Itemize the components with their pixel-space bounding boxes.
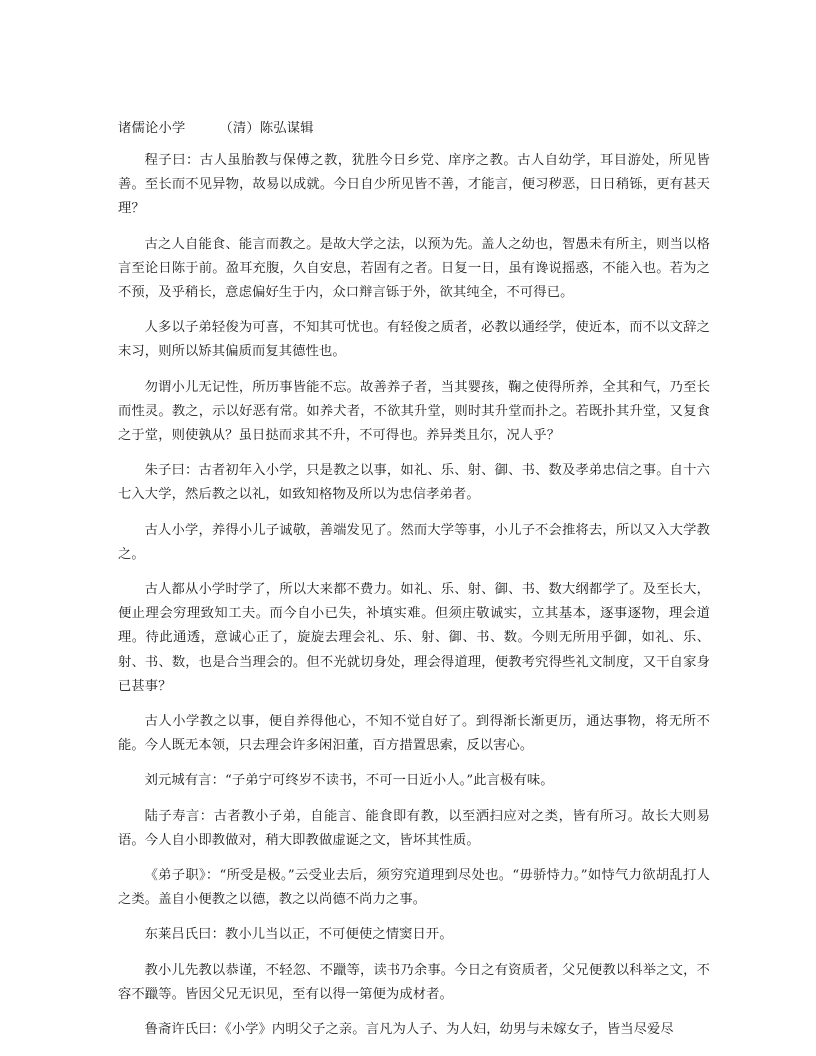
document-title: 诸儒论小学 （清）陈弘谋辑 [118,121,314,136]
paragraph: 《弟子职》：“所受是极。”云受业去后，须穷究道理到尽处也。“毋骄恃力。”如恃气力欲胡乱打人之类。盖自小便教之以德，教之以尚德不尚力之事。 [118,868,710,908]
paragraph: 古之人自能食、能言而教之。是故大学之法，以预为先。盖人之幼也，智愚未有所主，则当以格言至论日陈于前。盈耳充腹，久自安息，若固有之者。日复一日，虽有谗说摇惑，不能入也。若为之不预，及乎稍长，意虑偏好生于内，众口辩言铄于外，欲其纯全，不可得已。 [118,236,710,301]
paragraph: 教小儿先教以恭谨，不轻忽、不躐等，读书乃余事。今日之有资质者，父兄便教以科举之文，不容不躐等。皆因父兄无识见，至有以得一第便为成材者。 [118,962,710,1002]
paragraph: 东莱吕氏曰：教小儿当以正，不可便使之情窦日开。 [144,927,453,943]
paragraph: 刘元城有言：“子弟宁可终岁不读书，不可一日近小人。”此言极有味。 [144,773,554,789]
paragraph: 程子曰：古人虽胎教与保傅之教，犹胜今日乡党、庠序之教。古人自幼学，耳目游处，所见皆善。至长而不见异物，故易以成就。今日自少所见皆不善，才能言，便习秽恶，日日稍铄，更有甚天理？ [118,153,710,217]
paragraph: 古人都从小学时学了，所以大来都不费力。如礼、乐、射、御、书、数大纲都学了。及至长大，便止理会穷理致知工夫。而今自小已失，补填实难。但须庄敬诚实，立其基本，逐事逐物，理会道理。待此通透，意诚心正了，旋旋去理会礼、乐、射、御、书、数。今则无所用乎御，如礼、乐、射、书、数，也是合当理会的。但不光就切身处，理会得道理，便教考究得些礼文制度，又干自家身已甚事？ [118,582,710,694]
paragraph: 勿谓小儿无记性，所历事皆能不忘。故善养子者，当其婴孩，鞠之使得所养，全其和气，乃至长而性灵。教之，示以好恶有常。如养犬者，不欲其升堂，则时其升堂而扑之。若既扑其升堂，又复食之于堂，则使孰从？虽日挞而求其不升，不可得也。养异类且尔，况人乎？ [118,379,710,444]
paragraph: 古人小学教之以事，便自养得他心，不知不觉自好了。到得渐长渐更历，通达事物，将无所不能。今人既无本领，只去理会许多闲汩董，百方措置思索，反以害心。 [118,714,710,754]
paragraph: 鲁斋许氏曰：《小学》内明父子之亲。言凡为人子、为人妇，幼男与未嫁女子，皆当尽爱尽 [144,1022,674,1038]
document-body [118,149,710,1042]
paragraph: 人多以子弟轻俊为可喜，不知其可忧也。有轻俊之质者，必教以通经学，使近本，而不以文辞之末习，则所以矫其偏质而复其德性也。 [118,320,710,360]
paragraph: 朱子曰：古者初年入小学，只是教之以事，如礼、乐、射、御、书、数及孝弟忠信之事。自十六七入大学，然后教之以礼，如致知格物及所以为忠信孝弟者。 [118,463,710,503]
paragraph: 古人小学，养得小儿子诚敬，善端发见了。然而大学等事，小儿子不会推将去，所以又入大学教之。 [118,522,710,562]
paragraph: 陆子寿言：古者教小子弟，自能言、能食即有教，以至洒扫应对之类，皆有所习。故长大则易语。今人自小即教做对，稍大即教做虚诞之文，皆坏其性质。 [118,808,710,848]
